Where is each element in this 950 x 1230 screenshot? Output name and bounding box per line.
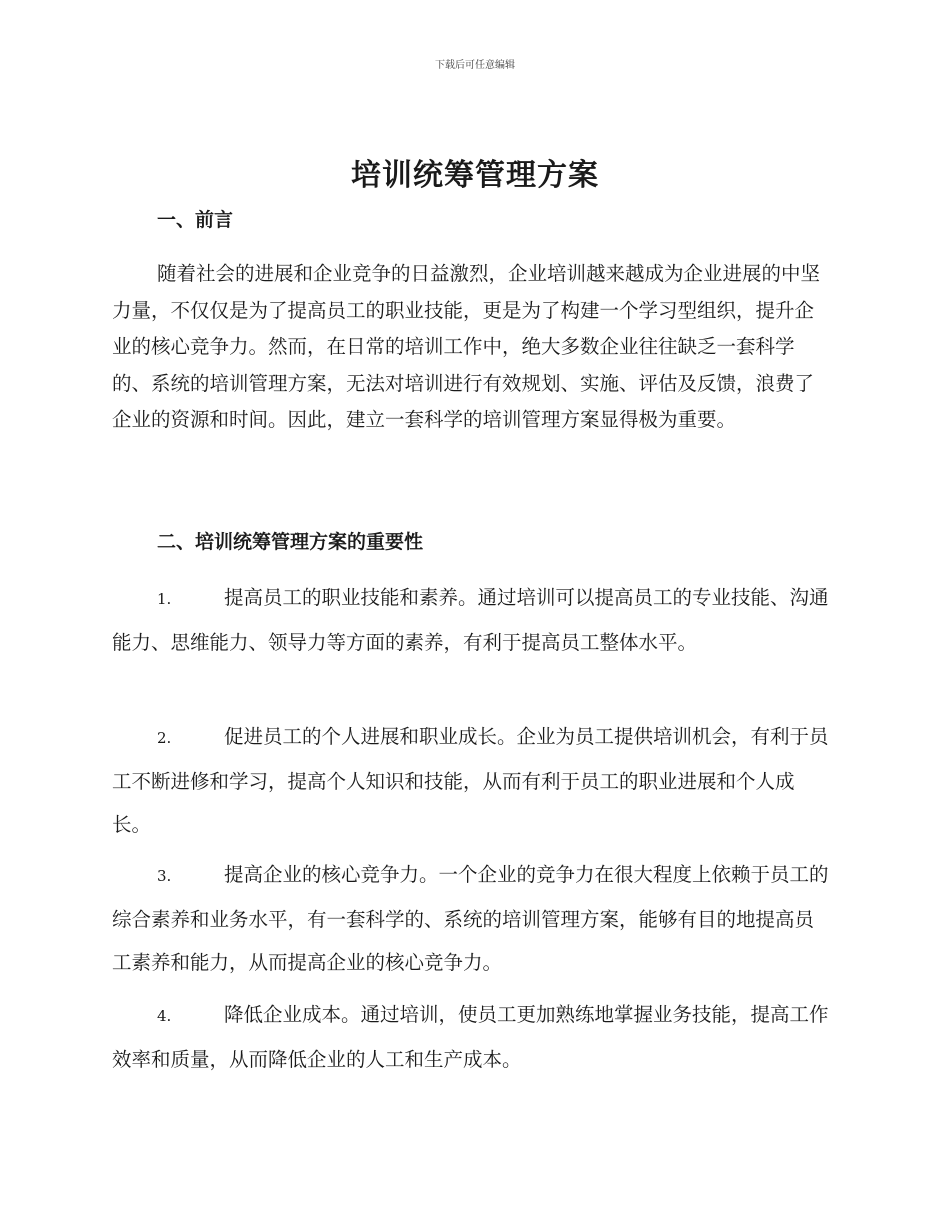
document-title: 培训统筹管理方案: [351, 158, 599, 193]
page-header-note: 下载后可任意编辑: [435, 60, 515, 71]
list-item-number: 3.: [157, 867, 172, 885]
list-item-text: 提高员工的职业技能和素养。通过培训可以提高员工的专业技能、沟通能力、思维能力、领导力等方面的素养，有利于提高员工整体水平。: [112, 586, 829, 654]
list-item: [112, 715, 832, 846]
list-item-text: 提高企业的核心竞争力。一个企业的竞争力在很大程度上依赖于员工的综合素养和业务水平，有一套科学的、系统的培训管理方案，能够有目的地提高员工素养和能力，从而提高企业的核心竞争力。: [112, 863, 829, 974]
section-heading-importance: 二、培训统筹管理方案的重要性: [157, 531, 424, 553]
list-item-number: 4.: [157, 1007, 172, 1025]
list-item-number: 2.: [157, 729, 172, 747]
list-item: [112, 576, 832, 664]
list-item-number: 1.: [157, 590, 172, 608]
list-item-text: 降低企业成本。通过培训，使员工更加熟练地掌握业务技能，提高工作效率和质量，从而降低企业的人工和生产成本。: [112, 1003, 829, 1071]
preface-paragraph: 随着社会的进展和企业竞争的日益激烈，企业培训越来越成为企业进展的中坚力量，不仅仅是为了提高员工的职业技能，更是为了构建一个学习型组织，提升企业的核心竞争力。然而，在日常的培训工作中，绝大多数企业往往缺乏一套科学的、系统的培训管理方案，无法对培训进行有效规划、实施、评估及反馈，浪费了企业的资源和时间。因此，建立一套科学的培训管理方案显得极为重要。: [112, 262, 821, 432]
section-heading-preface: 一、前言: [157, 209, 234, 231]
list-item: [112, 993, 832, 1081]
list-item: [112, 853, 832, 984]
list-item-text: 促进员工的个人进展和职业成长。企业为员工提供培训机会，有利于员工不断进修和学习，提高个人知识和技能，从而有利于员工的职业进展和个人成长。: [112, 725, 829, 836]
